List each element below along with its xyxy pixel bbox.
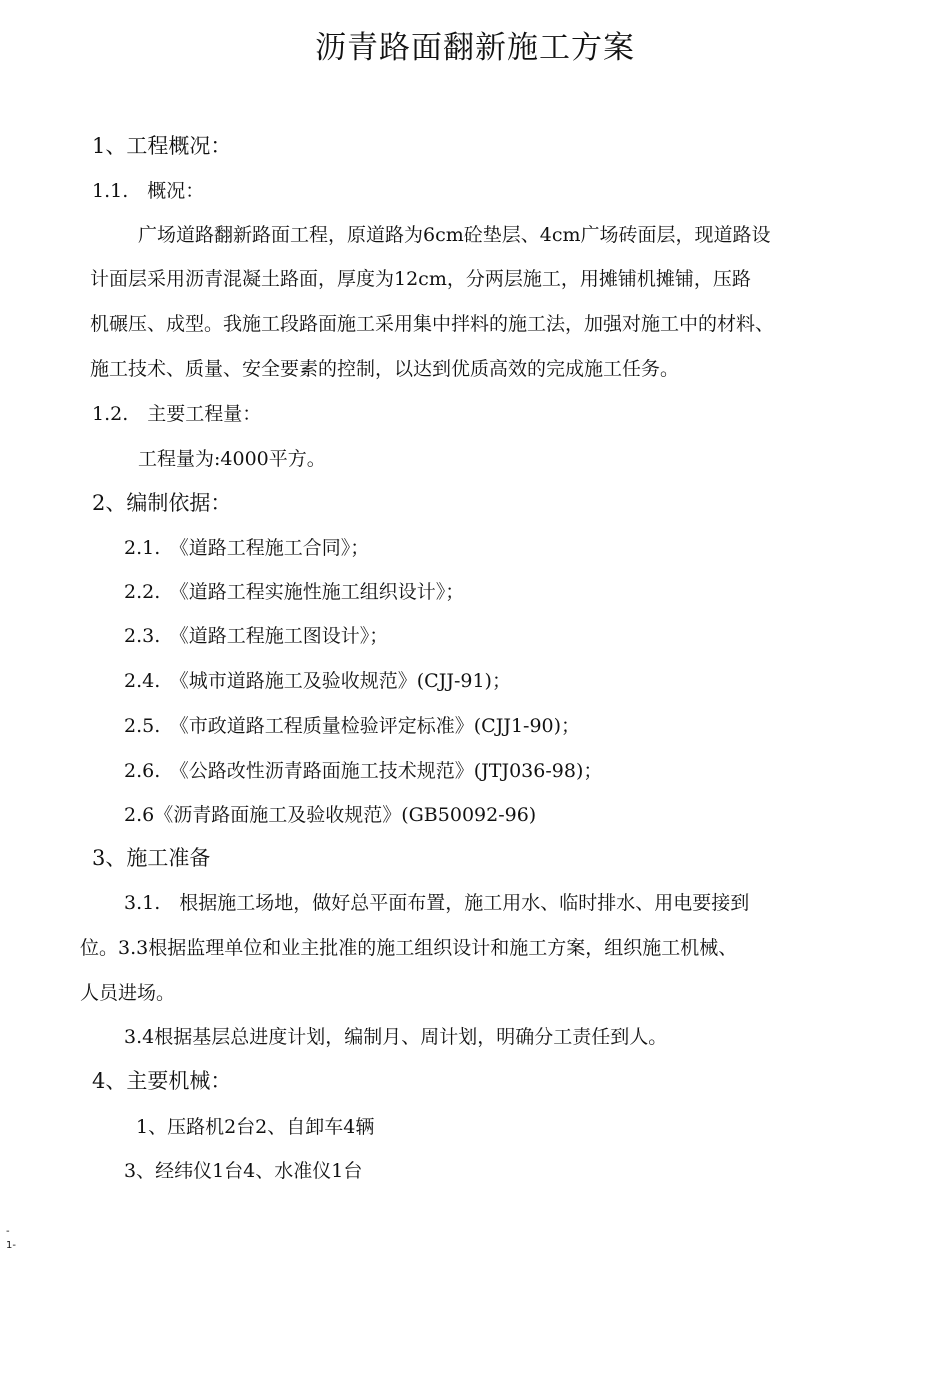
document-title: 沥青路面翻新施工方案 (315, 30, 635, 66)
section-3-paragraph-line-3: 人员进场。 (80, 982, 176, 1004)
section-3-paragraph-line-4: 3.4根据基层总进度计划，编制月、周计划，明确分工责任到人。 (124, 1026, 668, 1048)
section-4-heading: 4、主要机械： (92, 1069, 232, 1093)
section-1-1-paragraph-line-4: 施工技术、质量、安全要素的控制，以达到优质高效的完成施工任务。 (90, 358, 680, 380)
section-1-1-paragraph-line-3: 机碾压、成型。我施工段路面施工采用集中拌料的施工法，加强对施工中的材料、 (90, 313, 775, 335)
reference-item: 2.6. 《公路改性沥青路面施工技术规范》(JTJ036-98)； (124, 760, 603, 782)
reference-item: 2.4. 《城市道路施工及验收规范》(CJJ-91)； (124, 670, 511, 692)
section-1-2-paragraph: 工程量为:4000平方。 (138, 448, 326, 470)
page-number: 1- (6, 1240, 16, 1251)
reference-item: 2.1. 《道路工程施工合同》； (124, 537, 370, 559)
section-1-1-paragraph-line-1: 广场道路翻新路面工程，原道路为6cm砼垫层、4cm广场砖面层，现道路设 (138, 224, 771, 246)
reference-item: 2.6《沥青路面施工及验收规范》(GB50092-96) (124, 804, 537, 826)
machinery-line-1: 1、压路机2台2、自卸车4辆 (136, 1116, 375, 1138)
section-1-1-paragraph-line-2: 计面层采用沥青混凝土路面，厚度为12cm，分两层施工，用摊铺机摊铺，压路 (90, 268, 751, 290)
reference-item: 2.3. 《道路工程施工图设计》； (124, 625, 389, 647)
section-2-heading: 2、编制依据： (92, 491, 232, 515)
machinery-line-2: 3、经纬仪1台4、水准仪1台 (124, 1160, 363, 1182)
section-1-1-heading: 1.1. 概况： (92, 180, 205, 202)
section-3-paragraph-line-1: 3.1. 根据施工场地，做好总平面布置，施工用水、临时排水、用电要接到 (124, 892, 750, 914)
section-1-heading: 1、工程概况： (92, 134, 232, 158)
section-3-paragraph-line-2: 位。3.3根据监理单位和业主批准的施工组织设计和施工方案，组织施工机械、 (80, 937, 738, 959)
section-3-heading: 3、施工准备 (92, 846, 211, 870)
reference-item: 2.2. 《道路工程实施性施工组织设计》； (124, 581, 465, 603)
reference-item: 2.5. 《市政道路工程质量检验评定标准》(CJJ1-90)； (124, 715, 581, 737)
footer-dash: - (6, 1226, 10, 1237)
section-1-2-heading: 1.2. 主要工程量： (92, 403, 262, 425)
